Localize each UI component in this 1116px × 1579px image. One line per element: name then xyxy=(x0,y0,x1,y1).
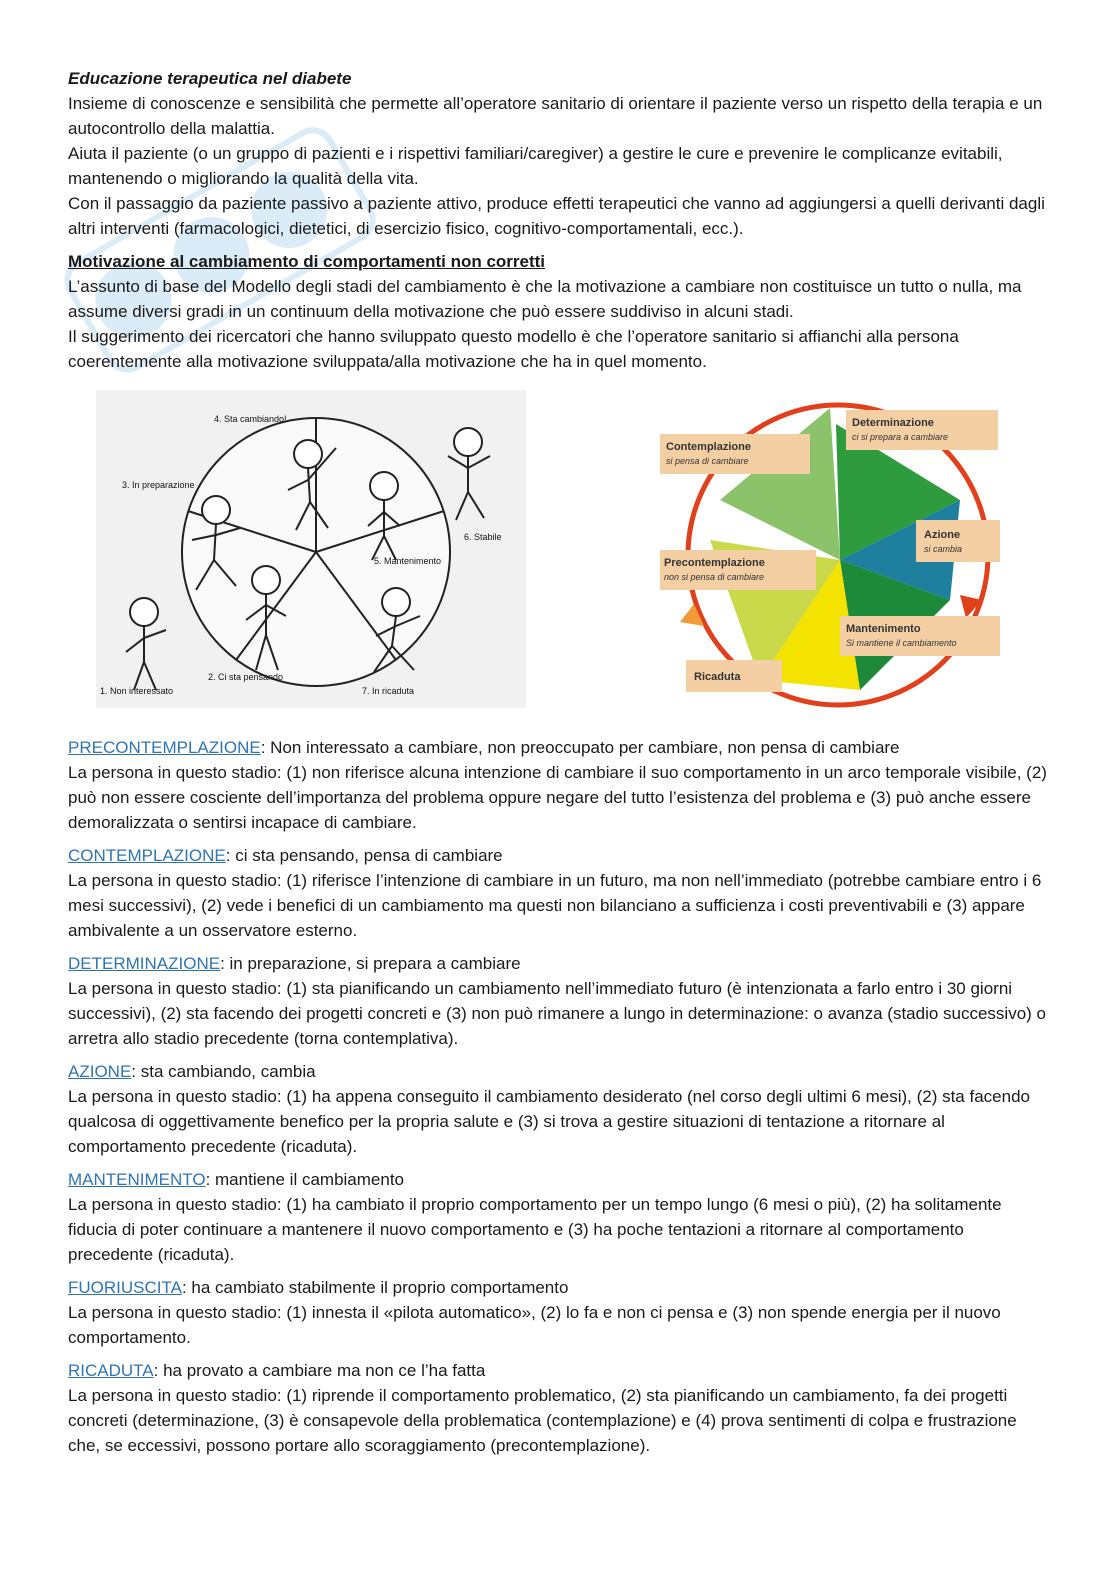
stage-description: La persona in questo stadio: (1) sta pianificando un cambiamento nell’immediato futuro (è intenzionata a farlo entro i 30 giorni successivi), (2) sta facendo dei progetti concreti e (3) non può rimanere a lungo in determinazione: o avanza (stadio successivo) o arretra allo stadio precedente (torna contemplativa). xyxy=(68,979,1047,1048)
cycle-label-contemplazione: Contemplazione xyxy=(666,441,751,453)
stage-description: La persona in questo stadio: (1) ha cambiato il proprio comportamento per un tempo lungo (6 mesi o più), (2) ha solitamente fiducia di poter continuare a mantenere il nuovo comportamento e (3) ha poche tentazioni a ritornare al comportamento precedente (ricaduta). xyxy=(68,1195,1002,1264)
cartoon-label-3: 3. In preparazione xyxy=(122,480,195,490)
section-title: Motivazione al cambiamento di comportamenti non corretti xyxy=(68,252,546,271)
cycle-sublabel-mantenimento: Si mantiene il cambiamento xyxy=(846,638,957,648)
stage-name-link[interactable]: MANTENIMENTO xyxy=(68,1170,206,1189)
stage-block xyxy=(68,1275,1048,1350)
stage-summary: : ha provato a cambiare ma non ce l’ha fatta xyxy=(153,1361,486,1380)
stage-block xyxy=(68,1167,1048,1267)
stage-summary: : sta cambiando, cambia xyxy=(131,1062,316,1081)
cycle-sublabel-contemplazione: si pensa di cambiare xyxy=(666,456,749,466)
stage-name-link[interactable]: DETERMINAZIONE xyxy=(68,954,221,973)
stage-description: La persona in questo stadio: (1) innesta il «pilota automatico», (2) lo fa e non ci pensa e (3) non spende energia per il nuovo comportamento. xyxy=(68,1303,1001,1347)
stage-description: La persona in questo stadio: (1) non riferisce alcuna intenzione di cambiare il suo comportamento in un arco temporale visibile, (2) può non essere cosciente dell’importanza del problema oppure negare del tutto l’esistenza del problema e (3) può anche essere demoralizzata o sentirsi incapace di cambiare. xyxy=(68,763,1047,832)
stage-block xyxy=(68,951,1048,1051)
intro-paragraph: Aiuta il paziente (o un gruppo di pazienti e i rispettivi familiari/caregiver) a gestire le cure e prevenire le complicanze evitabili, mantenendo o migliorando la qualità della vita. xyxy=(68,144,1003,188)
intro-paragraph: Con il passaggio da paziente passivo a paziente attivo, produce effetti terapeutici che vanno ad aggiungersi a quelli derivanti dagli altri interventi (farmacologici, dietetici, di esercizio fisico, cognitivo-comportamentali, ecc.). xyxy=(68,194,1045,238)
cycle-label-mantenimento: Mantenimento xyxy=(846,623,921,635)
cartoon-label-6: 6. Stabile xyxy=(464,532,502,542)
stage-summary: : ha cambiato stabilmente il proprio comportamento xyxy=(181,1278,569,1297)
stages-cartoon-figure xyxy=(96,390,526,708)
stage-name-link[interactable]: FUORIUSCITA xyxy=(68,1278,182,1297)
stage-name-link[interactable]: PRECONTEMPLAZIONE xyxy=(68,738,261,757)
cartoon-label-7: 7. In ricaduta xyxy=(362,686,415,696)
stages-list xyxy=(68,735,1048,1458)
cycle-label-azione: Azione xyxy=(924,529,961,541)
cycle-sublabel-determinazione: ci si prepara a cambiare xyxy=(852,432,949,442)
cycle-label-determinazione: Determinazione xyxy=(852,417,934,429)
cycle-label-precontemplazione: Precontemplazione xyxy=(664,557,765,569)
page-title: Educazione terapeutica nel diabete xyxy=(68,69,352,88)
stage-description: La persona in questo stadio: (1) riprende il comportamento problematico, (2) sta pianificando un cambiamento, fa dei progetti concreti (determinazione, (3) è consapevole della problematica (contemplazione) e (4) prova sentimenti di colpa e frustrazione che, se eccessivi, possono portare allo scoraggiamento (precontemplazione). xyxy=(68,1386,1017,1455)
stage-block xyxy=(68,843,1048,943)
cartoon-label-5: 5. Mantenimento xyxy=(374,556,442,566)
stage-block xyxy=(68,1358,1048,1458)
stage-block xyxy=(68,735,1048,835)
stage-description: La persona in questo stadio: (1) riferisce l’intenzione di cambiare in un futuro, ma non nell’immediato (potrebbe cambiare entro i 6 mesi successivi), (2) vede i benefici di un cambiamento ma questi non bilanciano a sufficienza i costi preventivabili e (3) appare ambivalente a un osservatore esterno. xyxy=(68,871,1042,940)
stages-cycle-figure xyxy=(660,390,1012,720)
section-paragraph: L’assunto di base del Modello degli stadi del cambiamento è che la motivazione a cambiare non costituisce un tutto o nulla, ma assume diversi gradi in un continuum della motivazione che può essere suddiviso in alcuni stadi. xyxy=(68,277,1022,321)
cycle-sublabel-precontemplazione: non si pensa di cambiare xyxy=(664,572,765,582)
stage-summary: : in preparazione, si prepara a cambiare xyxy=(220,954,521,973)
stage-name-link[interactable]: AZIONE xyxy=(68,1062,132,1081)
document-page xyxy=(68,66,1048,1458)
slice-contemplazione xyxy=(720,408,840,560)
stage-summary: : mantiene il cambiamento xyxy=(205,1170,405,1189)
stage-summary: : ci sta pensando, pensa di cambiare xyxy=(225,846,503,865)
stage-name-link[interactable]: RICADUTA xyxy=(68,1361,154,1380)
stage-summary: : Non interessato a cambiare, non preoccupato per cambiare, non pensa di cambiare xyxy=(260,738,900,757)
stage-block xyxy=(68,1059,1048,1159)
figures-row xyxy=(68,390,1048,735)
stage-name-link[interactable]: CONTEMPLAZIONE xyxy=(68,846,226,865)
cycle-label-ricaduta: Ricaduta xyxy=(694,671,741,683)
cartoon-label-1: 1. Non interessato xyxy=(100,686,174,696)
stage-description: La persona in questo stadio: (1) ha appena conseguito il cambiamento desiderato (nel corso degli ultimi 6 mesi), (2) sta facendo qualcosa di oggettivamente benefico per la propria salute e (3) si trova a gestire situazioni di tentazione a ritornare al comportamento precedente (ricaduta). xyxy=(68,1087,1030,1156)
intro-paragraph: Insieme di conoscenze e sensibilità che permette all’operatore sanitario di orientare il paziente verso un rispetto della terapia e un autocontrollo della malattia. xyxy=(68,94,1043,138)
cycle-sublabel-azione: si cambia xyxy=(924,544,963,554)
cartoon-label-4: 4. Sta cambiando! xyxy=(214,414,287,424)
section-paragraph: Il suggerimento dei ricercatori che hanno sviluppato questo modello è che l’operatore sanitario si affianchi alla persona coerentemente alla motivazione sviluppata/alla motivazione che ha in quel momento. xyxy=(68,327,959,371)
cartoon-label-2: 2. Ci sta pensando xyxy=(208,672,284,682)
